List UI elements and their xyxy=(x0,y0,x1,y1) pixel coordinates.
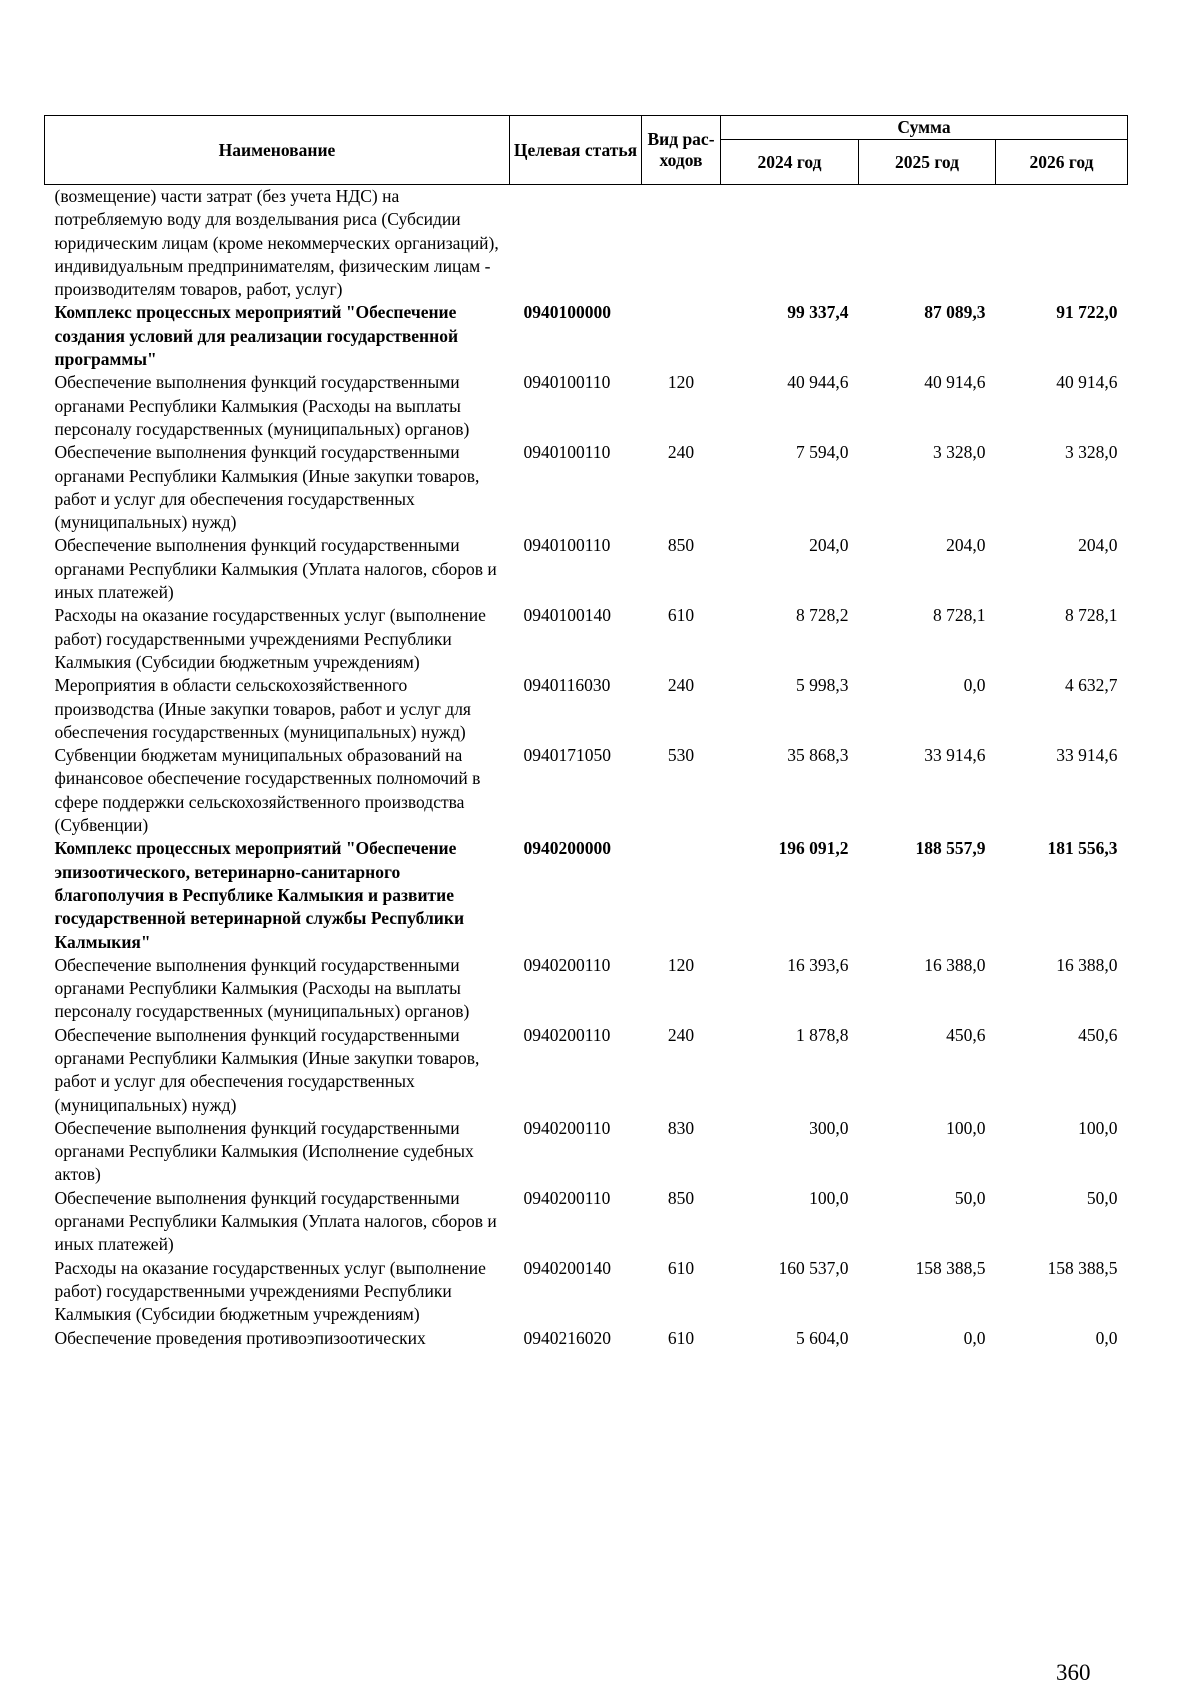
row-sum-2025: 158 388,5 xyxy=(915,1257,986,1278)
row-expense-type: 610 xyxy=(667,605,695,626)
page-number: 360 xyxy=(1056,1660,1091,1685)
row-sum-2024: 8 728,2 xyxy=(796,605,849,626)
row-sum-2026: 450,6 xyxy=(1078,1024,1118,1045)
row-sum-2026: 204,0 xyxy=(1078,535,1118,556)
row-sum-2025: 204,0 xyxy=(946,535,986,556)
row-sum-2026: 0,0 xyxy=(1095,1327,1118,1348)
row-name: Расходы на оказание государственных услуг (выполнение работ) государственными учреждениями Республики Калмыкия (Субсидии бюджетным учреждениям) xyxy=(54,1257,486,1325)
row-sum-2025: 16 388,0 xyxy=(924,954,986,975)
row-sum-2024: 160 537,0 xyxy=(778,1257,849,1278)
row-target-article xyxy=(510,185,642,302)
row-expense-type: 850 xyxy=(667,535,695,556)
row-target-article: 0940100110 xyxy=(523,535,611,556)
row-target-article: 0940200110 xyxy=(523,1117,611,1138)
row-expense-type xyxy=(642,185,721,302)
row-name: Обеспечение выполнения функций государственными органами Республики Калмыкия (Расходы на выплаты персоналу государственных (муниципальных) органов) xyxy=(54,372,470,439)
row-name: Субвенции бюджетам муниципальных образований на финансовое обеспечение государственных полномочий в сфере поддержки сельскохозяйственного производства (Субвенции) xyxy=(54,745,481,836)
table-row xyxy=(45,954,1128,1024)
row-sum-2024: 100,0 xyxy=(809,1187,849,1208)
row-sum-2024: 1 878,8 xyxy=(796,1024,849,1045)
row-name: Обеспечение проведения противоэпизоотических xyxy=(54,1327,426,1348)
table-row xyxy=(45,301,1128,371)
row-name: Обеспечение выполнения функций государственными органами Республики Калмыкия (Исполнение судебных актов) xyxy=(54,1117,474,1185)
row-sum-2025: 8 728,1 xyxy=(933,605,986,626)
row-name: (возмещение) части затрат (без учета НДС) на потребляемую воду для возделывания риса (Субсидии юридическим лицам (кроме некоммерческих организаций), индивидуальным предпринимателям, физическим лицам - производителям товаров, работ, услуг) xyxy=(54,186,499,300)
table-row xyxy=(45,441,1128,534)
header-year-2025: 2025 год xyxy=(859,140,996,185)
row-sum-2024: 7 594,0 xyxy=(796,442,849,463)
row-expense-type: 530 xyxy=(667,745,695,766)
row-sum-2024: 5 998,3 xyxy=(796,675,849,696)
row-expense-type xyxy=(642,837,721,953)
header-year-2026: 2026 год xyxy=(996,140,1128,185)
table-row xyxy=(45,837,1128,953)
row-expense-type: 610 xyxy=(667,1327,695,1348)
row-sum-2026: 3 328,0 xyxy=(1065,442,1118,463)
row-target-article: 0940100110 xyxy=(523,372,611,393)
row-sum-2026 xyxy=(996,185,1128,302)
row-target-article: 0940116030 xyxy=(523,675,611,696)
table-row xyxy=(45,1327,1128,1350)
row-sum-2025: 40 914,6 xyxy=(924,372,986,393)
row-sum-2024: 99 337,4 xyxy=(787,302,849,323)
row-target-article: 0940200110 xyxy=(523,1024,611,1045)
row-expense-type: 240 xyxy=(667,1024,695,1045)
row-name: Обеспечение выполнения функций государственными органами Республики Калмыкия (Расходы на выплаты персоналу государственных (муниципальных) органов) xyxy=(54,954,470,1022)
table-row xyxy=(45,1024,1128,1117)
row-sum-2025: 0,0 xyxy=(963,1327,986,1348)
row-target-article: 0940200000 xyxy=(523,838,611,859)
row-sum-2025: 50,0 xyxy=(954,1187,986,1208)
row-sum-2024: 35 868,3 xyxy=(787,745,849,766)
row-name: Комплекс процессных мероприятий "Обеспечение создания условий для реализации государственной программы" xyxy=(54,302,459,370)
row-sum-2026: 16 388,0 xyxy=(1056,954,1118,975)
table-header xyxy=(45,116,1128,185)
table-row xyxy=(45,604,1128,674)
row-target-article: 0940216020 xyxy=(523,1327,611,1348)
row-sum-2026: 4 632,7 xyxy=(1065,675,1118,696)
row-target-article: 0940200140 xyxy=(523,1257,611,1278)
row-name: Обеспечение выполнения функций государственными органами Республики Калмыкия (Уплата налогов, сборов и иных платежей) xyxy=(54,535,497,603)
row-sum-2026: 8 728,1 xyxy=(1065,605,1118,626)
table-row xyxy=(45,1117,1128,1187)
row-sum-2026: 91 722,0 xyxy=(1056,302,1118,323)
row-expense-type xyxy=(642,301,721,371)
row-sum-2025: 450,6 xyxy=(946,1024,986,1045)
row-expense-type: 240 xyxy=(667,442,695,463)
header-sum: Сумма xyxy=(721,116,1128,140)
row-name: Обеспечение выполнения функций государственными органами Республики Калмыкия (Иные закупки товаров, работ и услуг для обеспечения государственных (муниципальных) нужд) xyxy=(54,1024,480,1115)
row-name: Мероприятия в области сельскохозяйственного производства (Иные закупки товаров, работ и услуг для обеспечения государственных (муниципальных) нужд) xyxy=(54,675,471,742)
header-target-article: Целевая статья xyxy=(510,116,642,185)
row-target-article: 0940100110 xyxy=(523,442,611,463)
row-expense-type: 850 xyxy=(667,1187,695,1208)
row-target-article: 0940100000 xyxy=(523,302,611,323)
header-year-2024: 2024 год xyxy=(721,140,859,185)
budget-table-page xyxy=(44,115,1127,1350)
row-sum-2026: 100,0 xyxy=(1078,1117,1118,1138)
row-expense-type: 830 xyxy=(667,1117,695,1138)
table-row xyxy=(45,1187,1128,1257)
row-sum-2024: 5 604,0 xyxy=(796,1327,849,1348)
row-name: Расходы на оказание государственных услуг (выполнение работ) государственными учреждениями Республики Калмыкия (Субсидии бюджетным учреждениям) xyxy=(54,605,486,672)
row-sum-2024: 300,0 xyxy=(809,1117,849,1138)
row-sum-2026: 40 914,6 xyxy=(1056,372,1118,393)
row-target-article: 0940100140 xyxy=(523,605,611,626)
row-sum-2025: 188 557,9 xyxy=(915,838,986,859)
row-sum-2025 xyxy=(859,185,996,302)
row-sum-2026: 181 556,3 xyxy=(1047,838,1118,859)
table-row xyxy=(45,674,1128,744)
header-expense-type: Вид рас-ходов xyxy=(642,116,721,185)
row-sum-2026: 158 388,5 xyxy=(1047,1257,1118,1278)
row-sum-2026: 50,0 xyxy=(1086,1187,1118,1208)
row-sum-2025: 3 328,0 xyxy=(933,442,986,463)
row-sum-2025: 0,0 xyxy=(963,675,986,696)
table-row xyxy=(45,1257,1128,1327)
row-sum-2024 xyxy=(721,185,859,302)
row-expense-type: 120 xyxy=(667,372,695,393)
row-name: Обеспечение выполнения функций государственными органами Республики Калмыкия (Иные закупки товаров, работ и услуг для обеспечения государственных (муниципальных) нужд) xyxy=(54,442,480,533)
row-sum-2024: 16 393,6 xyxy=(787,954,849,975)
row-target-article: 0940200110 xyxy=(523,1187,611,1208)
table-row xyxy=(45,534,1128,604)
table-row xyxy=(45,371,1128,441)
row-sum-2026: 33 914,6 xyxy=(1056,745,1118,766)
row-sum-2025: 100,0 xyxy=(946,1117,986,1138)
table-body xyxy=(45,185,1128,1350)
row-expense-type: 120 xyxy=(667,954,695,975)
row-sum-2024: 40 944,6 xyxy=(787,372,849,393)
row-name: Комплекс процессных мероприятий "Обеспечение эпизоотического, ветеринарно-санитарного благополучия в Республике Калмыкия и развитие государственной ветеринарной службы Республики Калмыкия" xyxy=(54,838,465,952)
budget-table xyxy=(44,115,1128,1350)
row-sum-2025: 87 089,3 xyxy=(924,302,986,323)
row-sum-2024: 204,0 xyxy=(809,535,849,556)
table-row xyxy=(45,744,1128,837)
row-sum-2025: 33 914,6 xyxy=(924,745,986,766)
row-sum-2024: 196 091,2 xyxy=(778,838,849,859)
row-name: Обеспечение выполнения функций государственными органами Республики Калмыкия (Уплата налогов, сборов и иных платежей) xyxy=(54,1187,497,1255)
row-target-article: 0940200110 xyxy=(523,954,611,975)
row-target-article: 0940171050 xyxy=(523,745,611,766)
row-expense-type: 240 xyxy=(667,675,695,696)
header-name: Наименование xyxy=(45,116,510,185)
table-row xyxy=(45,185,1128,302)
row-expense-type: 610 xyxy=(667,1257,695,1278)
